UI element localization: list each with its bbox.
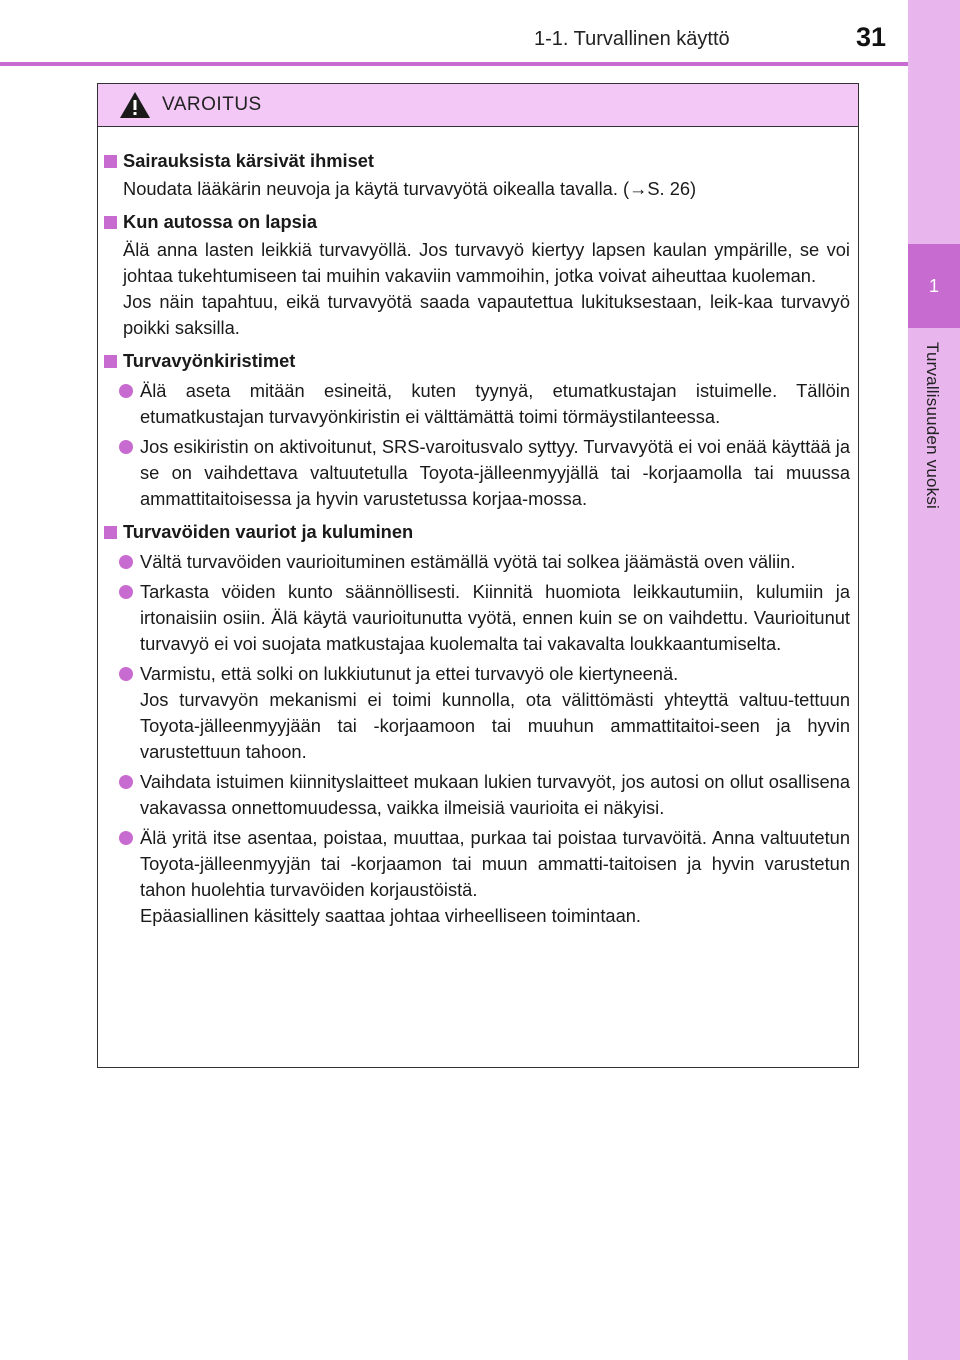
- list-item-text: [140, 825, 850, 929]
- square-bullet-icon: [104, 155, 117, 168]
- list-item: [104, 661, 850, 765]
- list-item-text: Tarkasta vöiden kunto säännöllisesti. Kiinnitä huomiota leikkautumiin, kulumiin ja irtonaisiin osiin. Älä käytä vaurioitunutta vyötä, ennen kuin se on vaihdettu. Vaurioitunut turvavyö ei voi suojata matkustajaa kuolemalta tai vakavalta loukkaantumiselta.: [140, 581, 850, 654]
- list-item-line: Jos turvavyön mekanismi ei toimi kunnolla, ota välittömästi yhteyttä valtuu-tettuun Toyota-jälleenmyyjään tai -korjaamoon tai muuhun ammattitaitoi-seen ja hyvin varustettuun tahoon.: [140, 689, 850, 762]
- section-heading: [104, 148, 850, 174]
- chapter-number-box: [908, 244, 960, 328]
- square-bullet-icon: [104, 526, 117, 539]
- side-tab: [908, 0, 960, 1360]
- list-item-line: Varmistu, että solki on lukkiutunut ja ettei turvavyö ole kiertyneenä.: [140, 663, 679, 684]
- chapter-title: Turvallisuuden vuoksi: [923, 342, 942, 510]
- warning-triangle-icon: [118, 90, 152, 120]
- square-bullet-icon: [104, 216, 117, 229]
- warning-box: [97, 83, 859, 1068]
- warning-title: VAROITUS: [162, 94, 262, 115]
- section-heading-text: Kun autossa on lapsia: [123, 211, 318, 232]
- list-item: [104, 378, 850, 430]
- section-heading: [104, 519, 850, 545]
- square-bullet-icon: [104, 355, 117, 368]
- page-number: 31: [856, 22, 887, 52]
- bullet-dot-icon: [119, 384, 133, 398]
- list-item: [104, 769, 850, 821]
- bullet-dot-icon: [119, 585, 133, 599]
- chapter-number: 1: [928, 275, 939, 296]
- section-heading-text: Turvavöiden vauriot ja kuluminen: [123, 521, 414, 542]
- bullet-dot-icon: [119, 775, 133, 789]
- section-heading: [104, 348, 850, 374]
- bullet-dot-icon: [119, 831, 133, 845]
- paragraph: Jos näin tapahtuu, eikä turvavyötä saada vapautettua lukituksestaan, leik-kaa turvavyö poikki saksilla.: [123, 291, 850, 338]
- list-item: [104, 825, 850, 929]
- section-heading-text: Turvavyönkiristimet: [123, 350, 296, 371]
- list-item-text: Vältä turvavöiden vaurioituminen estämällä vyötä tai solkea jäämästä oven väliin.: [140, 551, 796, 572]
- list-item-text: Vaihdata istuimen kiinnityslaitteet mukaan lukien turvavyöt, jos autosi on ollut osallisena vakavassa onnettomuudessa, vaikka ilmeisiä vaurioita ei näkyisi.: [140, 771, 850, 818]
- section-heading: [104, 209, 850, 235]
- list-item: [104, 549, 850, 575]
- warning-header: [98, 84, 858, 127]
- list-item-line: Älä yritä itse asentaa, poistaa, muuttaa, purkaa tai poistaa turvavöitä. Anna valtuutetun Toyota-jälleenmyyjän tai -korjaamon tai muun ammatti-taitoisen ja hyvin varustetun tahon huolehtia turvavöiden korjaustöistä.: [140, 827, 850, 900]
- list-item-text: Älä aseta mitään esineitä, kuten tyynyä, etumatkustajan istuimelle. Tällöin etumatkustajan turvavyönkiristin ei välttämättä toimi törmäystilanteessa.: [140, 380, 850, 427]
- list-item-text: Jos esikiristin on aktivoitunut, SRS-varoitusvalo syttyy. Turvavyötä ei voi enää käyttää ja se on vaihdettava valtuutetulla Toyota-jälleenmyyjällä tai -korjaamolla tai muussa ammattitaitoisessa ja hyvin varustetussa korjaa-mossa.: [140, 436, 850, 509]
- paragraph: Älä anna lasten leikkiä turvavyöllä. Jos turvavyö kiertyy lapsen kaulan ympärille, se voi johtaa tukehtumiseen tai muihin vakaviin vammoihin, jotka voivat aiheuttaa kuoleman.: [123, 239, 850, 286]
- list-item: [104, 434, 850, 512]
- list-item-text: [140, 661, 850, 765]
- list-item-line: Epäasiallinen käsittely saattaa johtaa virheelliseen toimintaan.: [140, 905, 642, 926]
- bullet-dot-icon: [119, 667, 133, 681]
- section-title: 1-1. Turvallinen käyttö: [534, 28, 730, 50]
- section-heading-text: Sairauksista kärsivät ihmiset: [123, 150, 375, 171]
- header-rule: [0, 62, 908, 66]
- warning-content: [98, 127, 858, 929]
- list-item: [104, 579, 850, 657]
- bullet-dot-icon: [119, 555, 133, 569]
- bullet-dot-icon: [119, 440, 133, 454]
- paragraph: Noudata lääkärin neuvoja ja käytä turvavyötä oikealla tavalla. (→S. 26): [123, 178, 697, 199]
